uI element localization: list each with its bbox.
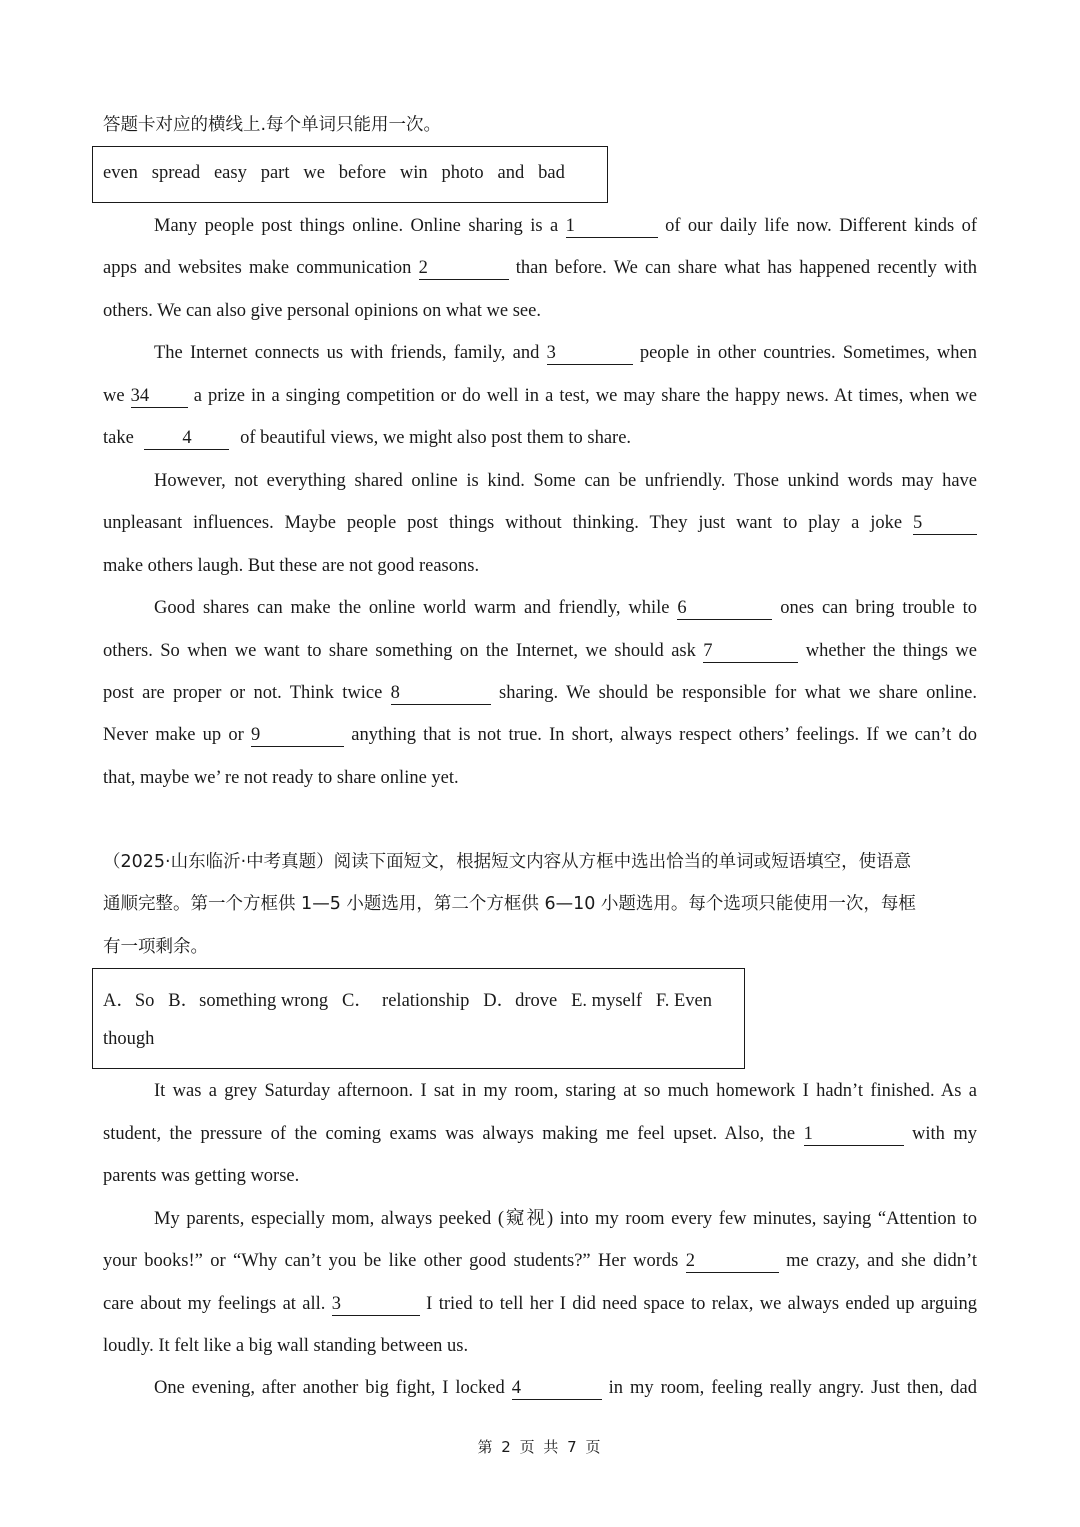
word-box-1-words: even spread easy part we before win photo and bad	[103, 163, 565, 183]
passage2-line: student, the pressure of the coming exams was always making me feel upset. Also, the 1 with my	[103, 1124, 978, 1144]
section2-instruction: 通顺完整。第一个方框供 1—5 小题选用，第二个方框供 6—10 小题选用。每个选项只能使用一次，每框	[103, 894, 916, 914]
blank-3[interactable]: 3	[547, 343, 633, 365]
passage1-line: unpleasant influences. Maybe people post things without thinking. They just want to play a joke 5	[103, 511, 977, 535]
p2-blank-1[interactable]: 1	[804, 1124, 904, 1146]
passage2-line: It was a grey Saturday afternoon. I sat in my room, staring at so much homework I hadn’t finished. As a	[154, 1081, 977, 1101]
passage1-line: take 4 of beautiful views, we might also post them to share.	[103, 428, 632, 448]
word-box-2-options: though	[103, 1029, 155, 1049]
blank-1[interactable]: 1	[566, 216, 658, 238]
passage1-line: Good shares can make the online world warm and friendly, while 6 ones can bring trouble to	[154, 598, 978, 618]
p2-blank-4[interactable]: 4	[512, 1378, 602, 1400]
passage1-line: others. We can also give personal opinions on what we see.	[103, 301, 541, 321]
blank-34[interactable]: 34	[131, 386, 188, 408]
blank-9[interactable]: 9	[251, 725, 344, 747]
passage1-line: However, not everything shared online is kind. Some can be unfriendly. Those unkind words may have	[154, 471, 977, 491]
passage1-line: Many people post things online. Online sharing is a 1 of our daily life now. Different kinds of	[154, 216, 978, 236]
passage1-line: that, maybe we’ re not ready to share online yet.	[103, 768, 459, 788]
passage1-line: The Internet connects us with friends, family, and 3 people in other countries. Sometimes, when	[154, 343, 978, 363]
passage1-line: apps and websites make communication 2 than before. We can share what has happened recently with	[103, 258, 977, 278]
p2-blank-2[interactable]: 2	[686, 1251, 779, 1273]
word-box-2-options: A．So B．something wrong C． relationship D．drove E. myself F. Even	[103, 991, 712, 1011]
passage2-line: loudly. It felt like a big wall standing between us.	[103, 1336, 469, 1356]
blank-4[interactable]: 4	[144, 428, 229, 450]
passage1-line: we 34 a prize in a singing competition or do well in a test, we may share the happy news. At times, when we	[103, 386, 977, 406]
section2-instruction: 有一项剩余。	[103, 937, 208, 957]
blank-6[interactable]: 6	[677, 598, 772, 620]
passage2-line: parents was getting worse.	[103, 1166, 300, 1186]
word-box-2	[92, 968, 745, 1069]
passage1-line: post are proper or not. Think twice 8 sharing. We should be responsible for what we share online.	[103, 683, 978, 703]
passage2-line: your books!” or “Why can’t you be like other good students?” Her words 2 me crazy, and she didn’t	[103, 1251, 977, 1271]
passage1-line: make others laugh. But these are not good reasons.	[103, 556, 480, 576]
section2-instruction: （2025·山东临沂·中考真题）阅读下面短文，根据短文内容从方框中选出恰当的单词或短语填空，使语意	[103, 852, 912, 872]
passage2-line: One evening, after another big fight, I locked 4 in my room, feeling really angry. Just then, dad	[154, 1378, 978, 1398]
blank-7[interactable]: 7	[703, 641, 798, 663]
passage1-line: others. So when we want to share something on the Internet, we should ask 7 whether the things we	[103, 641, 978, 661]
passage1-line: Never make up or 9 anything that is not true. In short, always respect others’ feelings. If we can’t do	[103, 725, 978, 745]
page-number: 第 2 页 共 7 页	[477, 1438, 603, 1456]
blank-8[interactable]: 8	[391, 683, 491, 705]
blank-5[interactable]: 5	[913, 513, 977, 535]
p2-blank-3[interactable]: 3	[332, 1294, 420, 1316]
passage2-line: care about my feelings at all. 3 I tried to tell her I did need space to relax, we always ended up arguing	[103, 1294, 978, 1314]
blank-2[interactable]: 2	[419, 258, 509, 280]
instruction-text: 答题卡对应的横线上.每个单词只能用一次。	[103, 115, 442, 135]
passage2-line: My parents, especially mom, always peeked (窥视) into my room every few minutes, saying “Attention to	[154, 1209, 977, 1229]
